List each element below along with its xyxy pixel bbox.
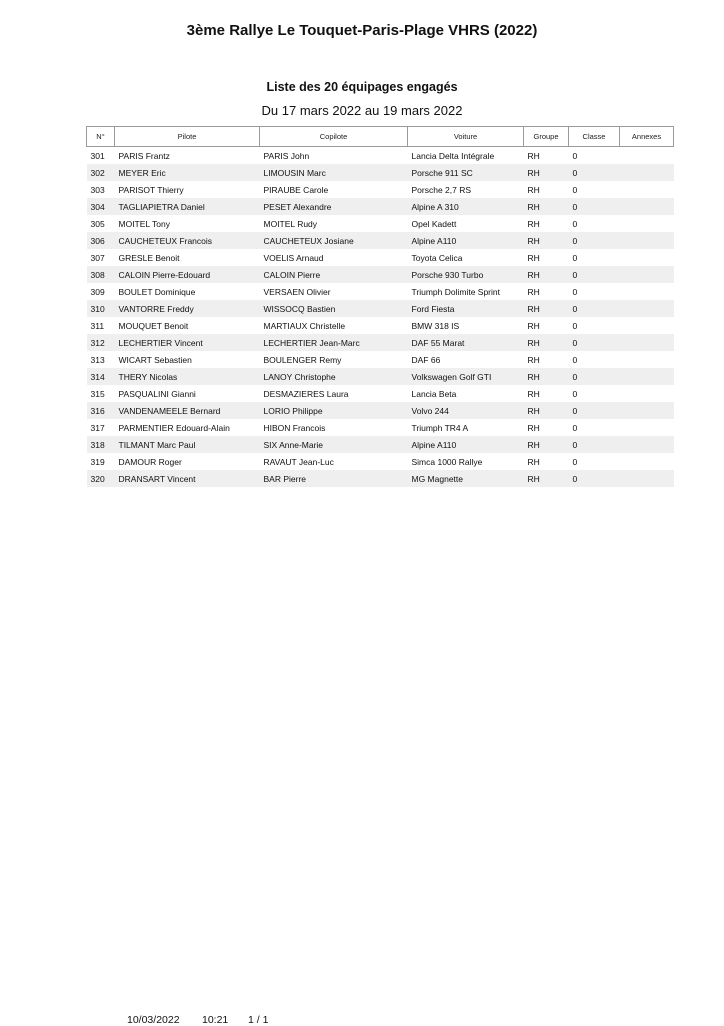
cell-annexes (620, 436, 674, 453)
cell-num: 310 (87, 300, 115, 317)
cell-groupe: RH (527, 354, 540, 365)
cell-pilote: GRESLE Benoit (118, 252, 180, 263)
cell-annexes (620, 147, 674, 165)
cell-pilote: CAUCHETEUX Francois (115, 232, 260, 249)
cell-num: 320 (87, 470, 115, 487)
cell-groupe: RH (524, 300, 569, 317)
cell-num: 315 (90, 388, 105, 399)
table-row (87, 164, 674, 181)
cell-num: 313 (90, 354, 105, 365)
table-row (87, 249, 674, 266)
cell-groupe: RH (527, 184, 540, 195)
cell-pilote: WICART Sebastien (118, 354, 192, 365)
cell-num: 307 (90, 252, 105, 263)
cell-annexes (620, 385, 674, 402)
cell-voiture: Alpine A 310 (408, 198, 524, 215)
table-row (87, 147, 674, 165)
cell-groupe: RH (524, 198, 569, 215)
cell-groupe: RH (524, 164, 569, 181)
cell-voiture: Triumph TR4 A (411, 422, 469, 433)
cell-pilote: PARISOT Thierry (118, 184, 184, 195)
cell-annexes (620, 215, 674, 232)
column-header-classe: Classe (569, 127, 620, 147)
table-header-row (87, 127, 674, 147)
cell-num: 308 (87, 266, 115, 283)
cell-pilote: VANDENAMEELE Bernard (115, 402, 260, 419)
cell-annexes (620, 368, 674, 385)
cell-voiture: Volkswagen Golf GTI (408, 368, 524, 385)
cell-groupe: RH (524, 402, 569, 419)
cell-voiture: Simca 1000 Rallye (411, 456, 483, 467)
cell-classe: 0 (572, 422, 578, 433)
cell-annexes (620, 266, 674, 283)
table-row (87, 215, 674, 232)
cell-pilote: VANTORRE Freddy (115, 300, 260, 317)
cell-copilote: PIRAUBE Carole (263, 184, 329, 195)
cell-classe: 0 (572, 184, 578, 195)
cell-groupe: RH (524, 334, 569, 351)
cell-voiture: Porsche 2,7 RS (411, 184, 472, 195)
cell-copilote: CAUCHETEUX Josiane (260, 232, 408, 249)
cell-voiture: Porsche 930 Turbo (408, 266, 524, 283)
cell-voiture: Lancia Delta Intégrale (411, 150, 495, 161)
column-header-copilote: Copilote (260, 127, 408, 147)
table-row (87, 300, 674, 317)
cell-copilote: SIX Anne-Marie (260, 436, 408, 453)
cell-voiture: Alpine A110 (408, 232, 524, 249)
cell-classe: 0 (572, 286, 578, 297)
cell-num: 311 (90, 320, 105, 331)
table-body (87, 147, 674, 488)
cell-classe: 0 (569, 368, 620, 385)
cell-voiture: Ford Fiesta (408, 300, 524, 317)
cell-annexes (620, 470, 674, 487)
cell-classe: 0 (572, 354, 578, 365)
cell-pilote: BOULET Dominique (118, 286, 196, 297)
cell-voiture: Porsche 911 SC (408, 164, 524, 181)
cell-copilote: LECHERTIER Jean-Marc (260, 334, 408, 351)
cell-groupe: RH (527, 320, 540, 331)
cell-copilote: VOELIS Arnaud (263, 252, 324, 263)
cell-num: 318 (87, 436, 115, 453)
cell-groupe: RH (527, 422, 540, 433)
cell-annexes (620, 453, 674, 470)
cell-num: 309 (90, 286, 105, 297)
cell-copilote: VERSAEN Olivier (263, 286, 331, 297)
cell-groupe: RH (524, 436, 569, 453)
cell-copilote: MOITEL Rudy (263, 218, 318, 229)
cell-classe: 0 (572, 150, 578, 161)
cell-voiture: Triumph Dolimite Sprint (411, 286, 500, 297)
cell-copilote: BOULENGER Remy (263, 354, 342, 365)
cell-classe: 0 (569, 470, 620, 487)
cell-classe: 0 (569, 300, 620, 317)
footer-page: 1 / 1 (248, 1014, 269, 1026)
cell-pilote: LECHERTIER Vincent (115, 334, 260, 351)
table-row (87, 198, 674, 215)
footer-date: 10/03/2022 (127, 1014, 180, 1026)
cell-classe: 0 (569, 232, 620, 249)
cell-num: 303 (90, 184, 105, 195)
cell-classe: 0 (569, 402, 620, 419)
cell-num: 314 (87, 368, 115, 385)
cell-annexes (620, 317, 674, 334)
cell-pilote: DAMOUR Roger (118, 456, 182, 467)
cell-annexes (620, 232, 674, 249)
column-header-annexes: Annexes (620, 127, 674, 147)
table-row (87, 181, 674, 198)
cell-pilote: MOUQUET Benoit (118, 320, 189, 331)
cell-num: 301 (90, 150, 105, 161)
cell-pilote: THERY Nicolas (115, 368, 260, 385)
cell-num: 316 (87, 402, 115, 419)
cell-annexes (620, 249, 674, 266)
cell-copilote: LIMOUSIN Marc (260, 164, 408, 181)
footer-time: 10:21 (202, 1014, 229, 1026)
cell-classe: 0 (569, 334, 620, 351)
cell-copilote: PARIS John (263, 150, 310, 161)
cell-voiture: Alpine A110 (408, 436, 524, 453)
cell-num: 312 (87, 334, 115, 351)
cell-annexes (620, 334, 674, 351)
cell-annexes (620, 402, 674, 419)
table-row (87, 419, 674, 436)
cell-num: 306 (87, 232, 115, 249)
column-header-groupe: Groupe (524, 127, 569, 147)
cell-annexes (620, 300, 674, 317)
table-row (87, 351, 674, 368)
column-header-voiture: Voiture (408, 127, 524, 147)
cell-classe: 0 (569, 266, 620, 283)
cell-copilote: LANOY Christophe (260, 368, 408, 385)
cell-groupe: RH (524, 266, 569, 283)
cell-pilote: MEYER Eric (115, 164, 260, 181)
cell-copilote: BAR Pierre (260, 470, 408, 487)
cell-pilote: DRANSART Vincent (115, 470, 260, 487)
table-row (87, 368, 674, 385)
table-row (87, 334, 674, 351)
cell-groupe: RH (527, 150, 540, 161)
cell-classe: 0 (569, 436, 620, 453)
cell-num: 302 (87, 164, 115, 181)
table-row (87, 402, 674, 419)
cell-annexes (620, 164, 674, 181)
column-header-num: N° (87, 127, 115, 147)
column-header-pilote: Pilote (115, 127, 260, 147)
cell-voiture: Lancia Beta (411, 388, 457, 399)
cell-num: 305 (90, 218, 105, 229)
document-title: 3ème Rallye Le Touquet-Paris-Plage VHRS (2022) (186, 22, 538, 39)
document-subtitle: Liste des 20 équipages engagés (266, 80, 458, 94)
cell-groupe: RH (524, 470, 569, 487)
cell-groupe: RH (527, 218, 540, 229)
cell-classe: 0 (572, 218, 578, 229)
cell-classe: 0 (569, 164, 620, 181)
cell-voiture: DAF 66 (411, 354, 441, 365)
cell-classe: 0 (572, 456, 578, 467)
cell-pilote: TAGLIAPIETRA Daniel (115, 198, 260, 215)
cell-classe: 0 (572, 252, 578, 263)
cell-annexes (620, 351, 674, 368)
cell-annexes (620, 198, 674, 215)
cell-copilote: LORIO Philippe (260, 402, 408, 419)
cell-classe: 0 (572, 388, 578, 399)
cell-pilote: PARIS Frantz (118, 150, 170, 161)
cell-num: 317 (90, 422, 105, 433)
entries-table (86, 126, 674, 487)
cell-pilote: PARMENTIER Edouard-Alain (118, 422, 230, 433)
table-row (87, 436, 674, 453)
cell-groupe: RH (524, 232, 569, 249)
table-row (87, 232, 674, 249)
cell-voiture: DAF 55 Marat (408, 334, 524, 351)
cell-copilote: WISSOCQ Bastien (260, 300, 408, 317)
table-row (87, 470, 674, 487)
table-row (87, 453, 674, 470)
cell-voiture: Volvo 244 (408, 402, 524, 419)
date-range: Du 17 mars 2022 au 19 mars 2022 (261, 103, 463, 118)
cell-copilote: RAVAUT Jean-Luc (263, 456, 334, 467)
cell-num: 304 (87, 198, 115, 215)
cell-annexes (620, 181, 674, 198)
cell-classe: 0 (569, 198, 620, 215)
table-row (87, 317, 674, 334)
cell-copilote: DESMAZIERES Laura (263, 388, 349, 399)
table-row (87, 266, 674, 283)
table-row (87, 385, 674, 402)
cell-copilote: CALOIN Pierre (260, 266, 408, 283)
cell-voiture: BMW 318 IS (411, 320, 460, 331)
cell-groupe: RH (527, 286, 540, 297)
cell-pilote: CALOIN Pierre-Edouard (115, 266, 260, 283)
cell-groupe: RH (527, 456, 540, 467)
cell-voiture: Toyota Celica (411, 252, 463, 263)
cell-voiture: MG Magnette (408, 470, 524, 487)
cell-groupe: RH (527, 252, 540, 263)
cell-annexes (620, 283, 674, 300)
cell-classe: 0 (572, 320, 578, 331)
cell-groupe: RH (527, 388, 540, 399)
cell-pilote: TILMANT Marc Paul (115, 436, 260, 453)
cell-copilote: PESET Alexandre (260, 198, 408, 215)
cell-pilote: MOITEL Tony (118, 218, 170, 229)
cell-annexes (620, 419, 674, 436)
cell-copilote: HIBON Francois (263, 422, 326, 433)
cell-num: 319 (90, 456, 105, 467)
table-row (87, 283, 674, 300)
cell-voiture: Opel Kadett (411, 218, 457, 229)
cell-groupe: RH (524, 368, 569, 385)
cell-copilote: MARTIAUX Christelle (263, 320, 346, 331)
cell-pilote: PASQUALINI Gianni (118, 388, 196, 399)
